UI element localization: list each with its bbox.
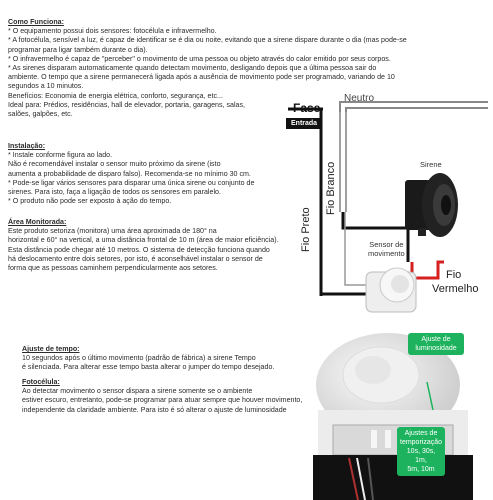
text-line: estiver escuro, entretanto, pode-se programar para atuar sempre que houver movimento, (22, 396, 303, 405)
text-line: * As sirenes disparam automaticamente quando detectam movimento, desligando depois que a última pessoa sair do (8, 64, 377, 73)
section-title: Fotocélula: (22, 378, 60, 386)
text-line: * Instale conforme figura ao lado. (8, 151, 113, 160)
callout-luminosidade-line1: Ajuste de (421, 336, 451, 343)
section-title: Como Funciona: (8, 18, 64, 26)
section-ajuste-tempo (22, 345, 274, 373)
text-line: Ideal para: Prédios, residências, hall de elevador, portaria, garagens, salas, (8, 100, 245, 109)
label-fio-preto: Fio Preto (300, 207, 312, 252)
text-line: Este produto setoriza (monitora) uma área aproximada de 180° na (8, 227, 217, 236)
text-line: há deslocamento entre dois setores, por isto, é aconselhável instalar o sensor de (8, 254, 263, 263)
text-line: * O infravermelho é capaz de "perceber" o movimento de uma pessoa ou objeto através do calor emitido por seus corpos. (8, 54, 391, 63)
text-line: Não é recomendável instalar o sensor muito próximo da sirene (isto (8, 160, 221, 169)
text-line: Ao detectar movimento o sensor dispara a sirene somente se o ambiente (22, 387, 253, 396)
callout-luminosidade-line2: luminosidade (415, 345, 457, 352)
sensor-white-wire (345, 212, 368, 285)
label-fio-vermelho-line2: Vermelho (432, 283, 479, 295)
label-neutro: Neutro (344, 93, 375, 104)
label-sensor (368, 240, 405, 258)
label-fio-vermelho-line1: Fio (446, 269, 462, 281)
section-title: Área Monitorada: (8, 218, 67, 226)
label-sensor-line1: Sensor de (369, 240, 404, 249)
label-fio-vermelho (432, 268, 478, 296)
text-line: horizontal e 60° na vertical, a uma distância frontal de 10 m (área de maior eficiência). (8, 236, 279, 245)
text-line: * Pode-se ligar vários sensores para disparar uma única sirene ou conjunto de (8, 178, 255, 187)
text-line: Esta distância pode chegar até 10 metros. O sistema de detecção funciona quando (8, 245, 270, 254)
label-sensor-line2: movimento (368, 249, 405, 258)
callout-ajustes-temporizacao (397, 427, 445, 476)
motion-sensor (366, 268, 416, 312)
callout-temporizacao-line2: temporização (400, 439, 443, 446)
text-line: Benefícios: Economia de energia elétrica, conforto, segurança, etc... (8, 91, 223, 100)
text-line: ambiente. O tempo que a sirene permanecerá ligada após a ausência de movimento pode ser programado, variando de 10 (8, 73, 395, 82)
section-area-monitorada (8, 218, 279, 273)
text-line: sirenes. Para isto, faça a ligação de todos os sensores em paralelo. (8, 188, 221, 197)
label-entrada: Entrada (286, 118, 322, 129)
siren (405, 173, 458, 237)
text-line: programar para ligar também durante o dia). (8, 45, 148, 54)
text-line: * O produto não pode ser exposto à ação do tempo. (8, 197, 172, 206)
section-title: Ajuste de tempo: (22, 345, 80, 353)
section-fotocelula (22, 378, 302, 415)
text-line: aumenta a probabilidade de disparo falso). Recomenda-se no mínimo 30 cm. (8, 169, 251, 178)
section-instalacao (8, 142, 254, 206)
section-title: Instalação: (8, 142, 46, 150)
text-line: independente da claridade ambiente. Para isto é só alterar o ajuste de luminosidade (22, 405, 287, 414)
text-line: é silenciada. Para alterar esse tempo basta alterar o jumper do tempo desejado. (22, 363, 275, 372)
text-line: * O equipamento possui dois sensores: fotocélula e infravermelho. (8, 27, 217, 36)
callout-temporizacao-line1: Ajustes de (404, 430, 438, 437)
text-line: * A fotocélula, sensível a luz, é capaz de identificar se é dia ou noite, evitando que a sirene dispare durante o dia (mas pode-se (8, 36, 407, 45)
text-line: forma que as pessoas caminhem perpendicularmente aos setores. (8, 264, 218, 273)
callout-ajuste-luminosidade (408, 333, 464, 355)
label-fio-branco: Fio Branco (325, 161, 337, 215)
text-line: 10 segundos após o último movimento (padrão de fábrica) a sirene Tempo (22, 354, 256, 363)
callout-temporizacao-line4: 5m, 10m (407, 466, 435, 473)
label-sirene: Sirene (420, 160, 442, 169)
label-fase: Fase (293, 101, 321, 115)
section-como-funciona (8, 18, 407, 119)
callout-temporizacao-line3: 10s, 30s, 1m, (406, 448, 436, 464)
text-line: segundos a 10 minutos. (8, 82, 84, 91)
text-line: salões, galpões, etc. (8, 110, 73, 119)
